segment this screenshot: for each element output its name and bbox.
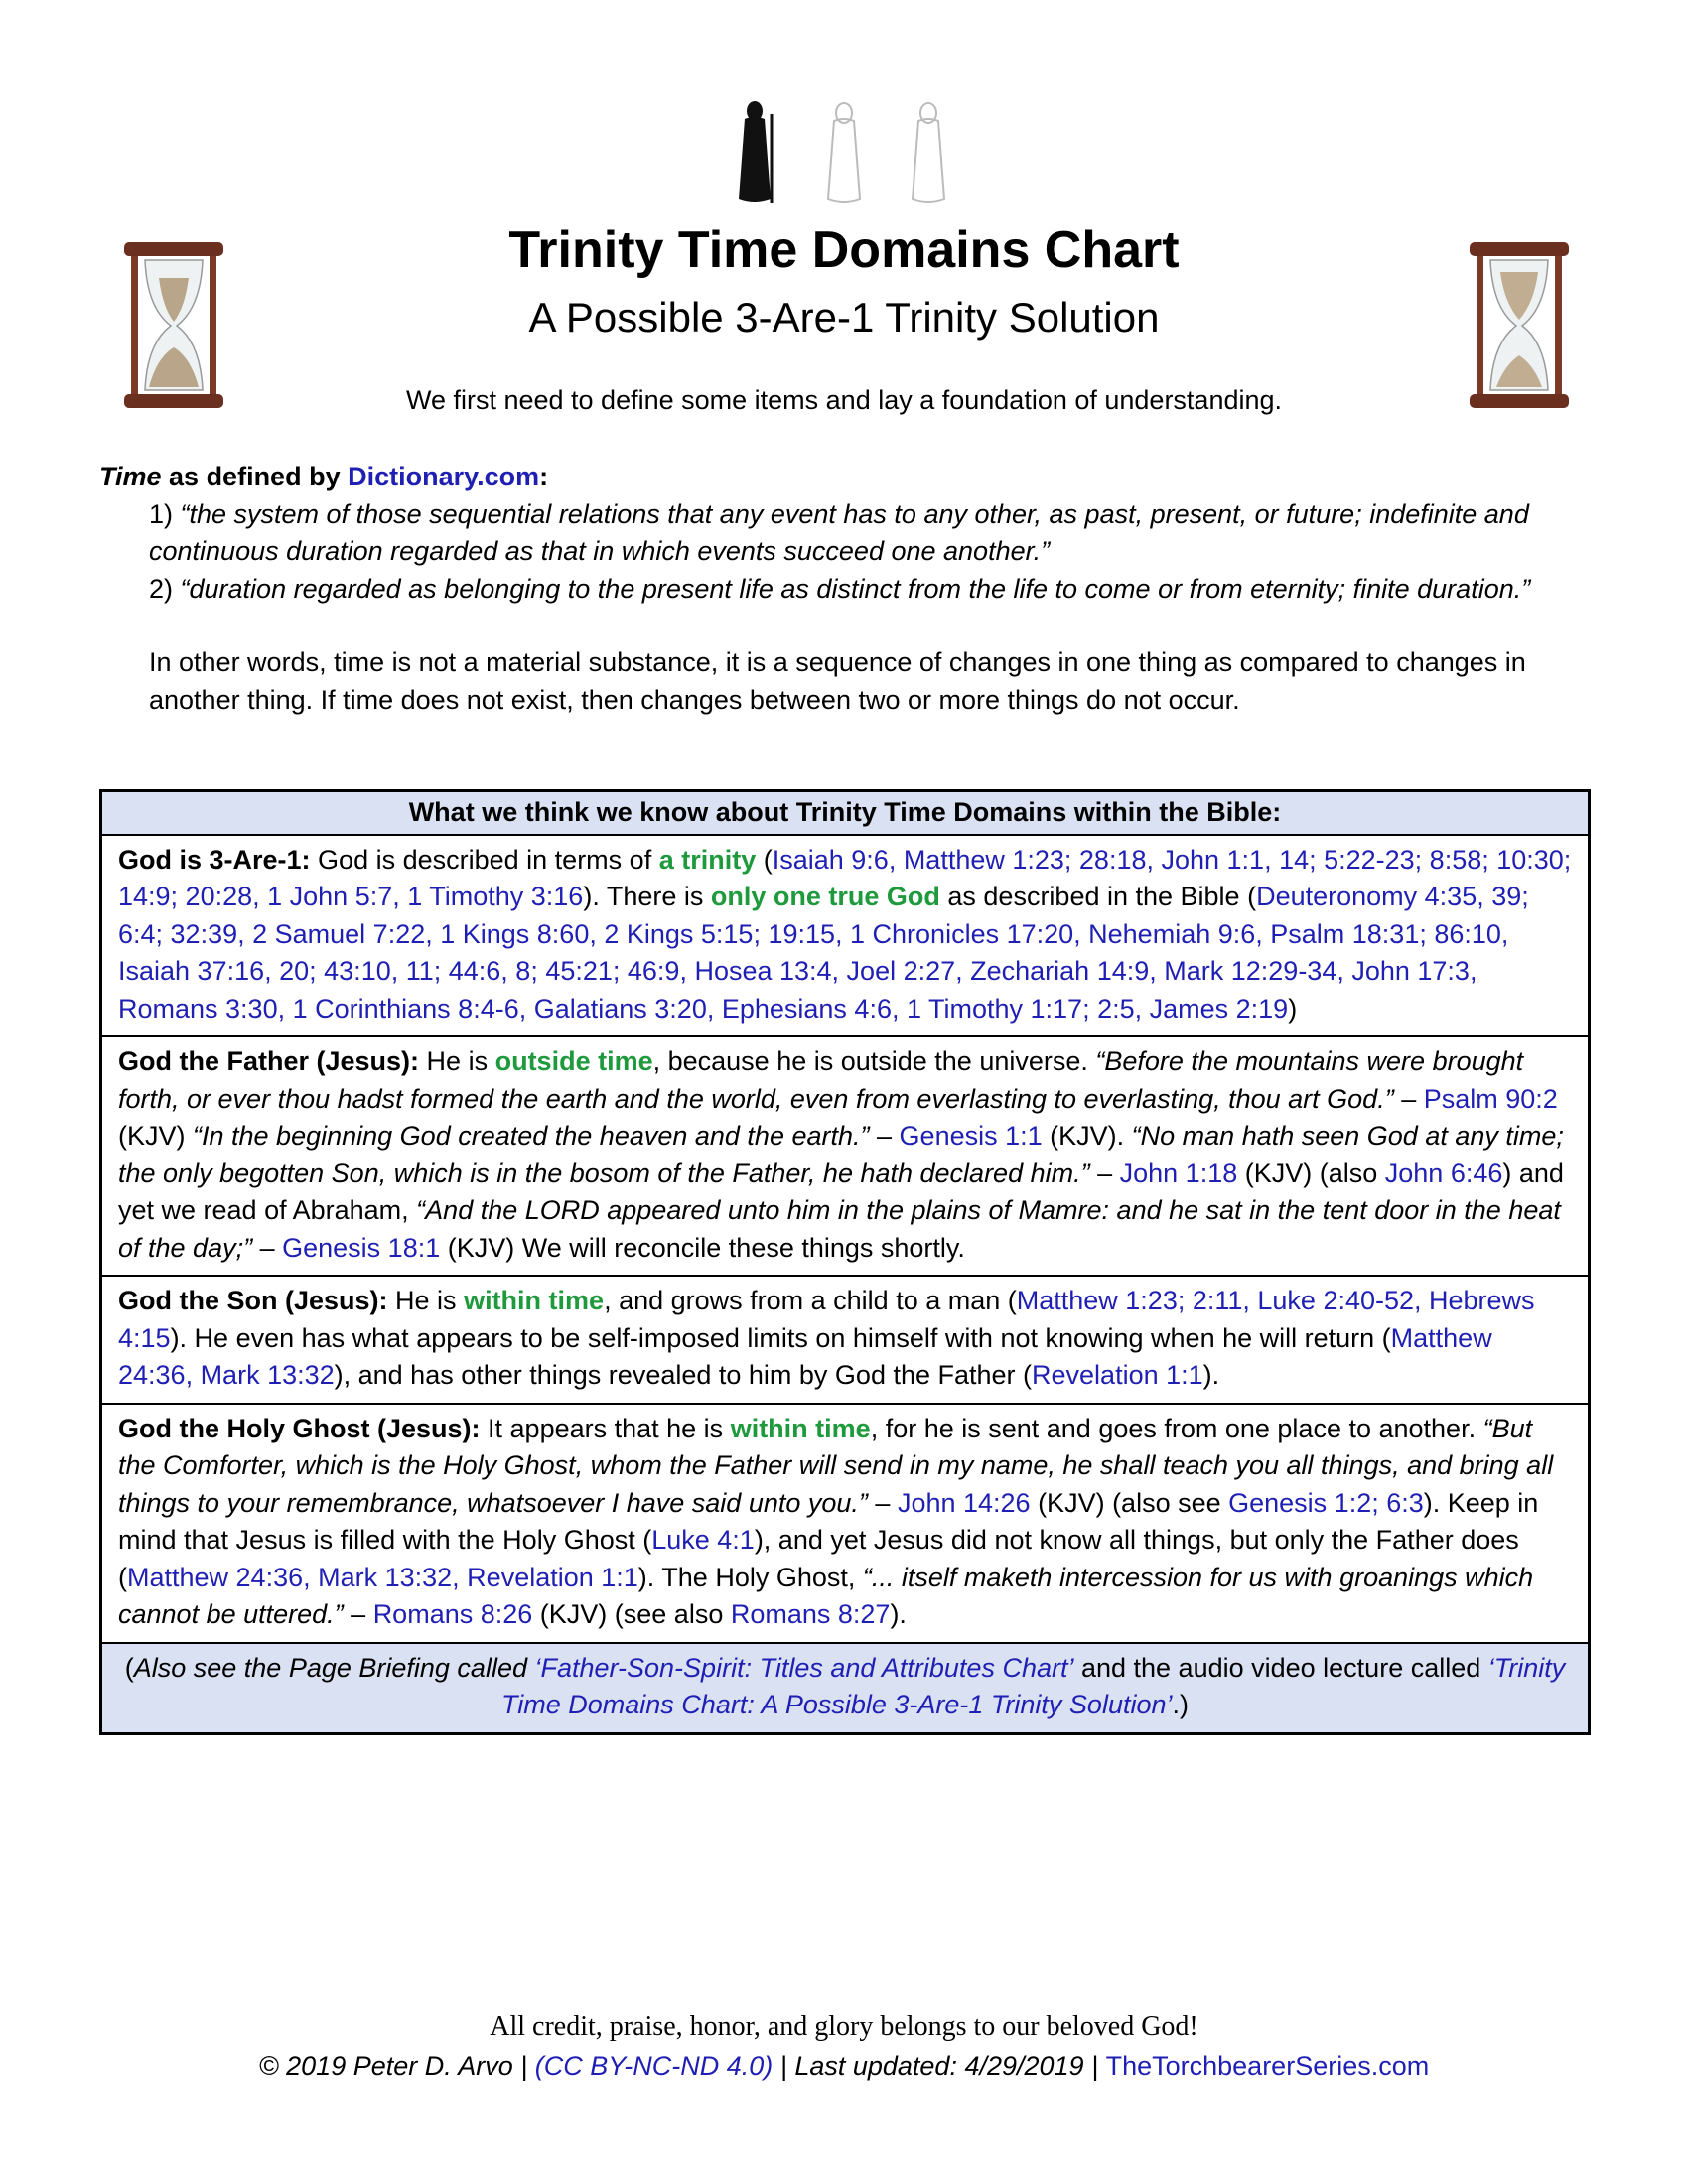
footnote-text: ( bbox=[124, 1652, 134, 1683]
row-label: God the Holy Ghost (Jesus): bbox=[118, 1413, 481, 1443]
page-title: Trinity Time Domains Chart bbox=[508, 221, 1180, 279]
emphasis-text: within time bbox=[464, 1286, 605, 1315]
footnote-text: .) bbox=[1172, 1690, 1189, 1719]
copyright-text: © 2019 Peter D. Arvo | bbox=[258, 2051, 535, 2081]
scripture-quote: “In the beginning God created the heaven and the earth.” bbox=[193, 1121, 870, 1151]
table-row-god-3-are-1 bbox=[102, 836, 1588, 1038]
license-link[interactable]: (CC BY-NC-ND 4.0) bbox=[534, 2051, 774, 2081]
row-text: – bbox=[252, 1232, 283, 1263]
row-text: It appears that he is bbox=[480, 1413, 731, 1443]
three-robed-figures-icon bbox=[715, 99, 973, 208]
table-row-god-the-holy-ghost bbox=[102, 1405, 1588, 1644]
table-heading: What we think we know about Trinity Time Domains within the Bible: bbox=[102, 792, 1588, 836]
scripture-reference-link[interactable]: John 6:46 bbox=[1384, 1158, 1503, 1188]
scripture-quote: “And the LORD appeared unto him in the plains of Mamre: and he sat in the tent door in the heat of the day;” bbox=[118, 1195, 1561, 1263]
row-text: (KJV). bbox=[1042, 1121, 1132, 1151]
scripture-reference-link[interactable]: Deuteronomy 4:35, 39; 6:4; 32:39, 2 Samuel 7:22, 1 Kings 8:60, 2 Kings 5:15; 19:15, 1 Chronicles 17:20, Nehemiah 9:6, Psalm 18:31; 86:10, Isaiah 37:16, 20; 43:10, 11; 44:6, 8; 45:21; 46:9, Hosea 13:4, Joel 2:27, Zechariah 14:9, Mark 12:29-34, John 17:3, Romans 3:30, 1 Corinthians 8:4-6, Galatians 3:20, Ephesians 4:6, 1 Timothy 1:17; 2:5, James 2:19 bbox=[118, 882, 1529, 1024]
scripture-reference-link[interactable]: Matthew 1:23; 2:11, Luke 2:40-52, Hebrews 4:15 bbox=[118, 1286, 1535, 1353]
row-text: (KJV) bbox=[118, 1121, 194, 1151]
emphasis-text: within time bbox=[730, 1413, 871, 1443]
emphasis-text: a trinity bbox=[658, 844, 757, 875]
emphasis-text: outside time bbox=[494, 1046, 653, 1076]
row-text: ), and has other things revealed to him by God the Father ( bbox=[334, 1360, 1033, 1390]
scripture-reference-link[interactable]: Psalm 90:2 bbox=[1423, 1083, 1558, 1114]
row-text: ), and yet Jesus did not know all things, but only the Father does ( bbox=[118, 1525, 1519, 1592]
row-text: – bbox=[343, 1599, 373, 1629]
definition-2-number: 2) bbox=[149, 573, 181, 604]
definition-2 bbox=[99, 571, 1589, 609]
scripture-reference-link[interactable]: Genesis 18:1 bbox=[282, 1232, 441, 1263]
defined-by-text: as defined by bbox=[161, 462, 349, 491]
footer-copyright-line bbox=[199, 2051, 1489, 2082]
hourglass-icon bbox=[119, 238, 228, 412]
row-text: – bbox=[867, 1487, 898, 1518]
row-text: (KJV) (also bbox=[1237, 1158, 1385, 1188]
row-text: – bbox=[1393, 1083, 1424, 1114]
hourglass-icon bbox=[1465, 238, 1574, 412]
row-text: ). There is bbox=[583, 882, 711, 911]
footnote-text: Also see the Page Briefing called bbox=[133, 1652, 535, 1683]
row-label: God is 3-Are-1: bbox=[118, 844, 311, 875]
row-text: – bbox=[869, 1121, 900, 1151]
dictionary-link[interactable]: Dictionary.com bbox=[348, 462, 540, 491]
definition-colon: : bbox=[539, 462, 549, 491]
scripture-reference-link[interactable]: Matthew 24:36, Mark 13:32, Revelation 1:1 bbox=[127, 1562, 638, 1592]
scripture-reference-link[interactable]: John 14:26 bbox=[897, 1487, 1031, 1518]
row-text: (KJV) (see also bbox=[532, 1599, 731, 1629]
scripture-reference-link[interactable]: Genesis 1:1 bbox=[899, 1121, 1043, 1151]
website-link[interactable]: TheTorchbearerSeries.com bbox=[1105, 2051, 1430, 2081]
lecture-link[interactable]: ‘Trinity Time Domains Chart: A Possible 3-Are-1 Trinity Solution’ bbox=[501, 1652, 1566, 1719]
row-text: – bbox=[1089, 1158, 1120, 1188]
row-text: (KJV) We will reconcile these things shortly. bbox=[440, 1232, 965, 1263]
row-text: , and grows from a child to a man ( bbox=[604, 1286, 1017, 1315]
table-row-god-the-father bbox=[102, 1037, 1588, 1277]
row-text: as described in the Bible ( bbox=[939, 882, 1257, 911]
row-label: God the Father (Jesus): bbox=[118, 1046, 420, 1076]
page-subtitle: A Possible 3-Are-1 Trinity Solution bbox=[528, 294, 1160, 341]
scripture-reference-link[interactable]: Romans 8:27 bbox=[730, 1599, 891, 1629]
time-definition bbox=[99, 459, 1589, 719]
row-text: He is bbox=[387, 1286, 465, 1315]
footer-credit: All credit, praise, honor, and glory belongs to our beloved God! bbox=[490, 2011, 1198, 2042]
last-updated-text: | Last updated: 4/29/2019 | bbox=[773, 2051, 1106, 2081]
row-text: ). The Holy Ghost, bbox=[637, 1562, 863, 1592]
row-text: (KJV) (also see bbox=[1030, 1487, 1229, 1518]
row-label: God the Son (Jesus): bbox=[118, 1286, 388, 1315]
row-text: ) bbox=[1288, 993, 1298, 1024]
scripture-quote: “But the Comforter, which is the Holy Ghost, whom the Father will send in my name, he shall teach you all things, and bring all things to your remembrance, whatsoever I have said unto you.” bbox=[118, 1413, 1554, 1518]
intro-text: We first need to define some items and lay a foundation of understanding. bbox=[405, 385, 1283, 415]
scripture-reference-link[interactable]: Romans 8:26 bbox=[372, 1599, 533, 1629]
row-text: ). bbox=[1202, 1360, 1220, 1390]
table-footnote bbox=[102, 1644, 1588, 1732]
row-text: ). Keep in mind that Jesus is filled with the Holy Ghost ( bbox=[118, 1487, 1539, 1555]
row-text: ). bbox=[890, 1599, 907, 1629]
definition-1 bbox=[99, 496, 1589, 571]
scripture-reference-link[interactable]: Matthew 24:36, Mark 13:32 bbox=[118, 1322, 1492, 1390]
footnote-text: and the audio video lecture called bbox=[1073, 1652, 1488, 1683]
definition-heading bbox=[99, 459, 1589, 496]
row-text: He is bbox=[419, 1046, 495, 1076]
row-text: ) and yet we read of Abraham, bbox=[118, 1158, 1564, 1225]
definition-2-text: “duration regarded as belonging to the present life as distinct from the life to come or from eternity; finite duration.” bbox=[180, 573, 1531, 604]
trinity-table bbox=[99, 789, 1591, 1735]
row-text: , because he is outside the universe. bbox=[652, 1046, 1096, 1076]
row-text: God is described in terms of bbox=[310, 844, 659, 875]
other-words-paragraph: In other words, time is not a material substance, it is a sequence of changes in one thing as compared to changes in another thing. If time does not exist, then changes between two or more things do not occur. bbox=[149, 647, 1526, 715]
table-row-god-the-son bbox=[102, 1277, 1588, 1405]
scripture-reference-link[interactable]: John 1:18 bbox=[1119, 1158, 1238, 1188]
scripture-reference-link[interactable]: Genesis 1:2; 6:3 bbox=[1228, 1487, 1424, 1518]
scripture-reference-link[interactable]: Revelation 1:1 bbox=[1032, 1360, 1203, 1390]
definition-1-number: 1) bbox=[149, 498, 181, 529]
row-text: , for he is sent and goes from one place to another. bbox=[870, 1413, 1483, 1443]
scripture-quote: “... itself maketh intercession for us with groanings which cannot be uttered.” bbox=[118, 1562, 1534, 1629]
scripture-quote: “Before the mountains were brought forth, or ever thou hadst formed the earth and the world, even from everlasting to everlasting, thou art God.” bbox=[118, 1046, 1524, 1114]
term-time: Time bbox=[99, 462, 162, 491]
scripture-reference-link[interactable]: Luke 4:1 bbox=[651, 1525, 755, 1555]
page-briefing-link[interactable]: ‘Father-Son-Spirit: Titles and Attributes Chart’ bbox=[534, 1652, 1074, 1683]
row-text: ). He even has what appears to be self-imposed limits on himself with not knowing when he will return ( bbox=[170, 1322, 1391, 1353]
emphasis-text: only one true God bbox=[710, 882, 940, 911]
definition-1-text: “the system of those sequential relations that any event has to any other, as past, present, or future; indefinite and continuous duration regarded as that in which events succeed one another.” bbox=[149, 498, 1529, 566]
row-text: ( bbox=[756, 844, 773, 875]
scripture-reference-link[interactable]: Isaiah 9:6, Matthew 1:23; 28:18, John 1:1, 14; 5:22-23; 8:58; 10:30; 14:9; 20:28, 1 John 5:7, 1 Timothy 3:16 bbox=[118, 844, 1572, 911]
scripture-quote: “No man hath seen God at any time; the only begotten Son, which is in the bosom of the Father, he hath declared him.” bbox=[118, 1121, 1564, 1188]
